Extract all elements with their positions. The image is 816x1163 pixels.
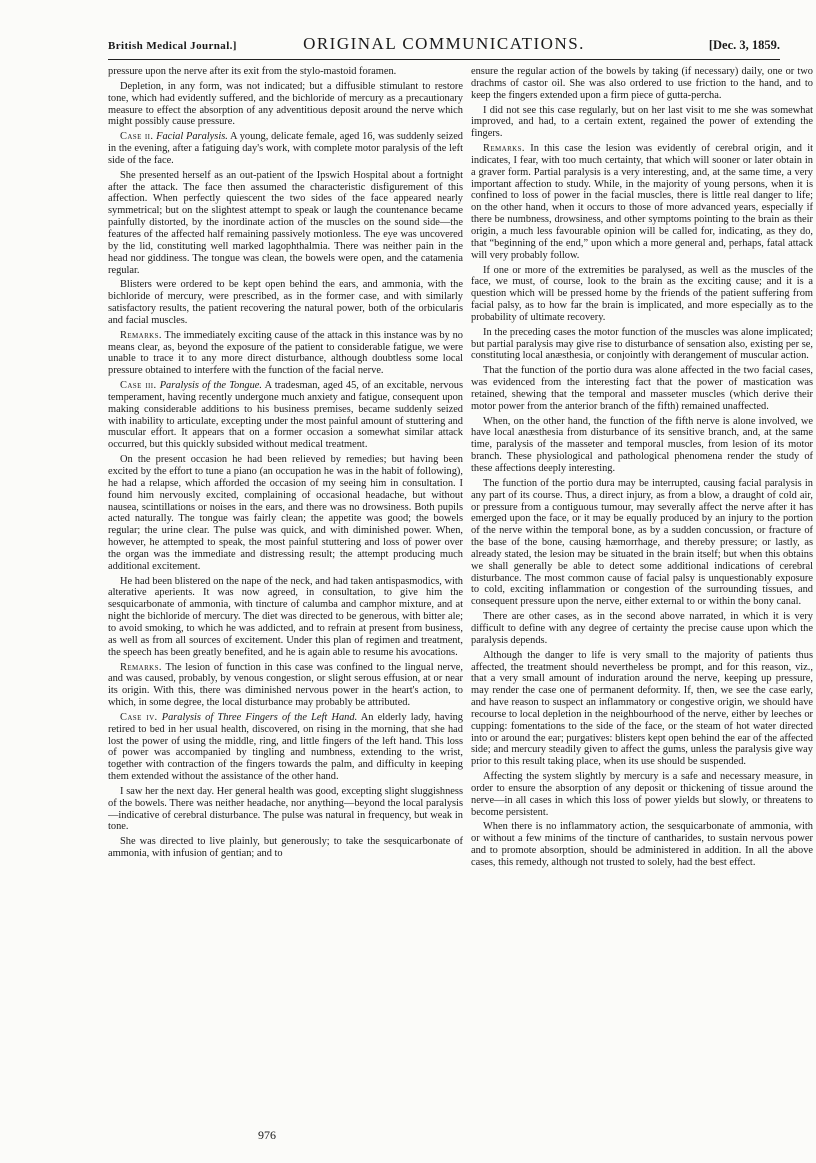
paragraph bbox=[108, 131, 463, 167]
paragraph bbox=[471, 771, 813, 818]
paragraph bbox=[471, 143, 813, 261]
paragraph bbox=[108, 81, 463, 128]
left-column bbox=[108, 66, 463, 1126]
paragraph bbox=[471, 105, 813, 141]
paragraph bbox=[108, 66, 463, 78]
header-rule bbox=[108, 59, 780, 60]
case-label: Remarks. bbox=[483, 143, 525, 155]
paragraph-text: On the present occasion he had been relieved by remedies; but having been excited by the effort to tune a piano (an occupation he was in the habit of following), he had a relapse, which afforded the occasion of my seeing him in consultation. I found him nervously excited, complaining of occasional headache, but without nausea, scintillations or noises in the ears, and there was no drowsiness. Both pupils acted naturally. The tongue was fairly clean; the appetite was good; the bowels regular; the urine clear. The pulse was quick, and with diminished power. When, however, he attempted to speak, the most painful stuttering and loss of power over the organ was the immediate and distressing result; the attempt producing much additional excitement. bbox=[108, 454, 463, 572]
case-label: Remarks. bbox=[120, 329, 162, 341]
paragraph bbox=[108, 576, 463, 659]
paragraph bbox=[471, 478, 813, 608]
paragraph-text: There are other cases, as in the second above narrated, in which it is very difficult to define with any degree of certainty the precise cause upon which the paralysis depends. bbox=[471, 611, 813, 646]
paragraph-text: In this case the lesion was evidently of cerebral origin, and it indicates, I fear, with too much certainty, that which will sooner or later obtain in a graver form. Partial paralysis is a very interesting, and, at the same time, a very important affection to study. While, in the majority of young persons, when it is confined to loss of power in the facial muscles, there is little real danger to life; on the other hand, when it occurs to those of more advanced years, especially if there be numbness, drowsiness, and other symptoms pointing to the brain as their origin, a much less favourable opinion will be called for, indicating, as they do, that “beginning of the end,” upon which a more general and, perhaps, fatal attack will very probably follow. bbox=[471, 143, 813, 261]
paragraph-text: The function of the portio dura may be interrupted, causing facial paralysis in any part of its course. Thus, a direct injury, as from a blow, a draught of cold air, or pressure from a contiguous tumour, may severally affect the nerve after it has emerged upon the face, or it may be equally produced by an injury to the portion of the nerve within the temporal bone, as by a sudden concussion, or fracture of the base of the bone, causing hæmorrhage, and thereby pressure; or lastly, as already stated, the lesion may be situated in the brain itself; but when this obtains we shall generally be able to detect some additional indications of cerebral disturbance. The most common cause of facial palsy is unquestionably exposure to cold, exciting inflammation or congestion of the surrounding tissues, and consequent pressure upon the nerve, either external to or within the bony canal. bbox=[471, 477, 813, 608]
paragraph bbox=[471, 327, 813, 363]
paragraph-text: pressure upon the nerve after its exit from the stylo-mastoid foramen. bbox=[108, 66, 397, 77]
paragraph-text: Although the danger to life is very small to the majority of patients thus affected, the treatment should nevertheless be prompt, and for this reason, viz., that a very small amount of induration around the nerve, keeping up pressure, may render the case one of permanent deformity. If, then, we see the case early, and have reason to suspect an inflammatory or congestive origin, we should have recourse to local depletion in the neighbourhood of the nerve, either by leeches or cupping: fomentations to the side of the face, or the steam of hot water directed into or around the ear; purgatives: blisters kept open behind the ear of the affected side; and mercury steadily given to affect the gums, unless the paralysis give way prior to this result taking place, when its use should be suspended. bbox=[471, 649, 813, 768]
paragraph-text: That the function of the portio dura was alone affected in the two facial cases, was evidenced from the interesting fact that the power of mastication was retained, shewing that the temporal and masseter muscles (which derive their motor power from the anterior branch of the fifth) remained unaffected. bbox=[471, 365, 813, 412]
journal-name: British Medical Journal.] bbox=[108, 40, 237, 52]
case-title: Paralysis of the Tongue. bbox=[159, 380, 263, 392]
paragraph bbox=[108, 712, 463, 783]
paragraph bbox=[108, 662, 463, 709]
case-label: Remarks. bbox=[120, 661, 162, 673]
paragraph bbox=[108, 836, 463, 860]
paragraph bbox=[108, 454, 463, 572]
paragraph bbox=[108, 279, 463, 326]
paragraph-text: A young, delicate female, aged 16, was suddenly seized in the evening, after a fatiguing day's work, with complete motor paralysis of the left side of the face. bbox=[108, 131, 463, 166]
page-number: 976 bbox=[258, 1128, 276, 1142]
paragraph bbox=[108, 786, 463, 833]
paragraph bbox=[108, 170, 463, 277]
paragraph-text: I did not see this case regularly, but on her last visit to me she was somewhat improved, and had, to a certain extent, regained the power of extending the fingers. bbox=[471, 104, 813, 140]
paragraph bbox=[471, 611, 813, 647]
paragraph bbox=[471, 416, 813, 475]
case-title: Facial Paralysis. bbox=[156, 131, 228, 143]
right-column bbox=[471, 66, 813, 1126]
paragraph-text: The immediately exciting cause of the attack in this instance was by no means clear, as, beyond the exposure of the patient to considerable fatigue, we were unable to trace it to any more direct disturbance, although doubtless some local pressure obtained to interfere with the function of the facial nerve. bbox=[108, 329, 463, 377]
paragraph bbox=[471, 365, 813, 412]
paragraph bbox=[108, 380, 463, 451]
paragraph-text: He had been blistered on the nape of the neck, and had taken antispasmodics, with alterative aperients. It was now agreed, in consultation, to give him the sesquicarbonate of ammonia, with tincture of calumba and camphor mixture, and at night the bichloride of mercury. The diet was directed to be generous, with bitter ale; to avoid smoking, to which he was addicted, and to refrain at present from business, as well as from all sources of excitement. Under this plan of regimen and treatment, the speech has been greatly benefited, and he is again able to resume his avocations. bbox=[108, 575, 463, 658]
paragraph-text: A tradesman, aged 45, of an excitable, nervous temperament, having recently undergone much anxiety and fatigue, consequent upon making considerable additions to his business premises, became suddenly seized with inability to articulate, excepting under the most painful amount of stuttering and muscular effort. It appears that on a former occasion a somewhat similar attack occurred, but this quickly subsided without medical treatment. bbox=[108, 380, 463, 451]
paragraph-text: ensure the regular action of the bowels by taking (if necessary) daily, one or two drachms of castor oil. She was also ordered to use friction to the hand, and to keep the fingers extended upon a firm piece of gutta-percha. bbox=[471, 66, 813, 101]
paragraph-text: In the preceding cases the motor function of the muscles was alone implicated; but partial paralysis may give rise to disturbance of sensation also, existing per se, constituting local anæsthesia, or conjointly with derangement of muscular action. bbox=[471, 326, 813, 362]
paragraph-text: She was directed to live plainly, but generously; to take the sesquicarbonate of ammonia, with infusion of gentian; and to bbox=[108, 836, 463, 860]
paragraph bbox=[471, 265, 813, 324]
case-label: Case ii. bbox=[120, 131, 154, 143]
paragraph-text: Depletion, in any form, was not indicated; but a diffusible stimulant to restore tone, which had evidently suffered, and the bichloride of mercury as a precautionary measure to effect the absorption of any adventitious deposit around the nerve which might possibly cause pressure. bbox=[108, 80, 463, 128]
case-label: Case iii. bbox=[120, 380, 157, 392]
case-label: Case iv. bbox=[120, 711, 158, 723]
paragraph-text: Affecting the system slightly by mercury is a safe and necessary measure, in order to ensure the absorption of any deposit or thickening of tissue around the nerve—in all cases in which this loss of power yields but slowly, or threatens to become persistent. bbox=[471, 771, 813, 818]
paragraph-text: An elderly lady, having retired to bed in her usual health, discovered, on rising in the morning, that she had lost the power of using the middle, ring, and little fingers of the left hand. This loss of power was accompanied by tingling and numbness, extending to the wrist, together with contraction of the fingers towards the palm, and difficulty in keeping them extended without the assistance of the other hand. bbox=[108, 711, 463, 783]
issue-date: [Dec. 3, 1859. bbox=[708, 38, 780, 52]
paragraph bbox=[108, 330, 463, 377]
paragraph bbox=[471, 821, 813, 868]
paragraph-text: She presented herself as an out-patient of the Ipswich Hospital about a fortnight after the attack. The face then assumed the characteristic disfigurement of this affection. When perfectly quiescent the two sides of the face appeared nearly symmetrical; but on the slightest attempt to speak or laugh the countenance became painfully distorted, by the inordinate action of the muscles on the sound side—the features of the affected half remaining passively motionless. The eye was uncovered by the lid, constituting well marked lagophthalmia. There was neither pain in the head nor giddiness. The tongue was clean, the bowels were open, and the catamenia regular. bbox=[108, 169, 463, 276]
paragraph-text: Blisters were ordered to be kept open behind the ears, and ammonia, with the bichloride of mercury, were prescribed, as in the former case, and with similarly satisfactory results, the patient recovering the natural power, both of the orbicularis and facial muscles. bbox=[108, 279, 463, 326]
case-title: Paralysis of Three Fingers of the Left Hand. bbox=[161, 711, 358, 723]
paragraph bbox=[471, 650, 813, 768]
paragraph-text: When there is no inflammatory action, the sesquicarbonate of ammonia, with or without a few minims of the tincture of cantharides, to sustain nervous power and to promote absorption, should be administered in addition. In all the above cases, this remedy, although not trusted to solely, had the best effect. bbox=[471, 821, 813, 868]
paragraph-text: The lesion of function in this case was confined to the lingual nerve, and was caused, probably, by venous congestion, or slight serous effusion, at or near its origin. With this, there was diminished nervous power in the heart's action, to which, in some degree, the local disturbance may probably be attributed. bbox=[108, 661, 463, 709]
paragraph bbox=[471, 66, 813, 102]
paragraph-text: If one or more of the extremities be paralysed, as well as the muscles of the face, we must, of course, look to the brain as the exciting cause; and it is a question which will be pressed home by the friends of the patient suffering from facial palsy, as to how far the brain is implicated, and more especially as to the probability of ultimate recovery. bbox=[471, 264, 813, 323]
section-title: ORIGINAL COMMUNICATIONS. bbox=[303, 34, 585, 53]
paragraph-text: I saw her the next day. Her general health was good, excepting slight sluggishness of the bowels. There was neither headache, nor anything—beyond the local paralysis—indicative of cerebral disturbance. The pulse was natural in frequency, but weak in tone. bbox=[108, 785, 463, 833]
paragraph-text: When, on the other hand, the function of the fifth nerve is alone involved, we have local anæsthesia from disturbance of its sensitive branch, and, at the same time, paralysis of the masseter and temporal muscles, from lesion of its motor branch. These physiological and pathological phenomena render the study of these affections deeply interesting. bbox=[471, 415, 813, 474]
running-header bbox=[108, 30, 780, 56]
